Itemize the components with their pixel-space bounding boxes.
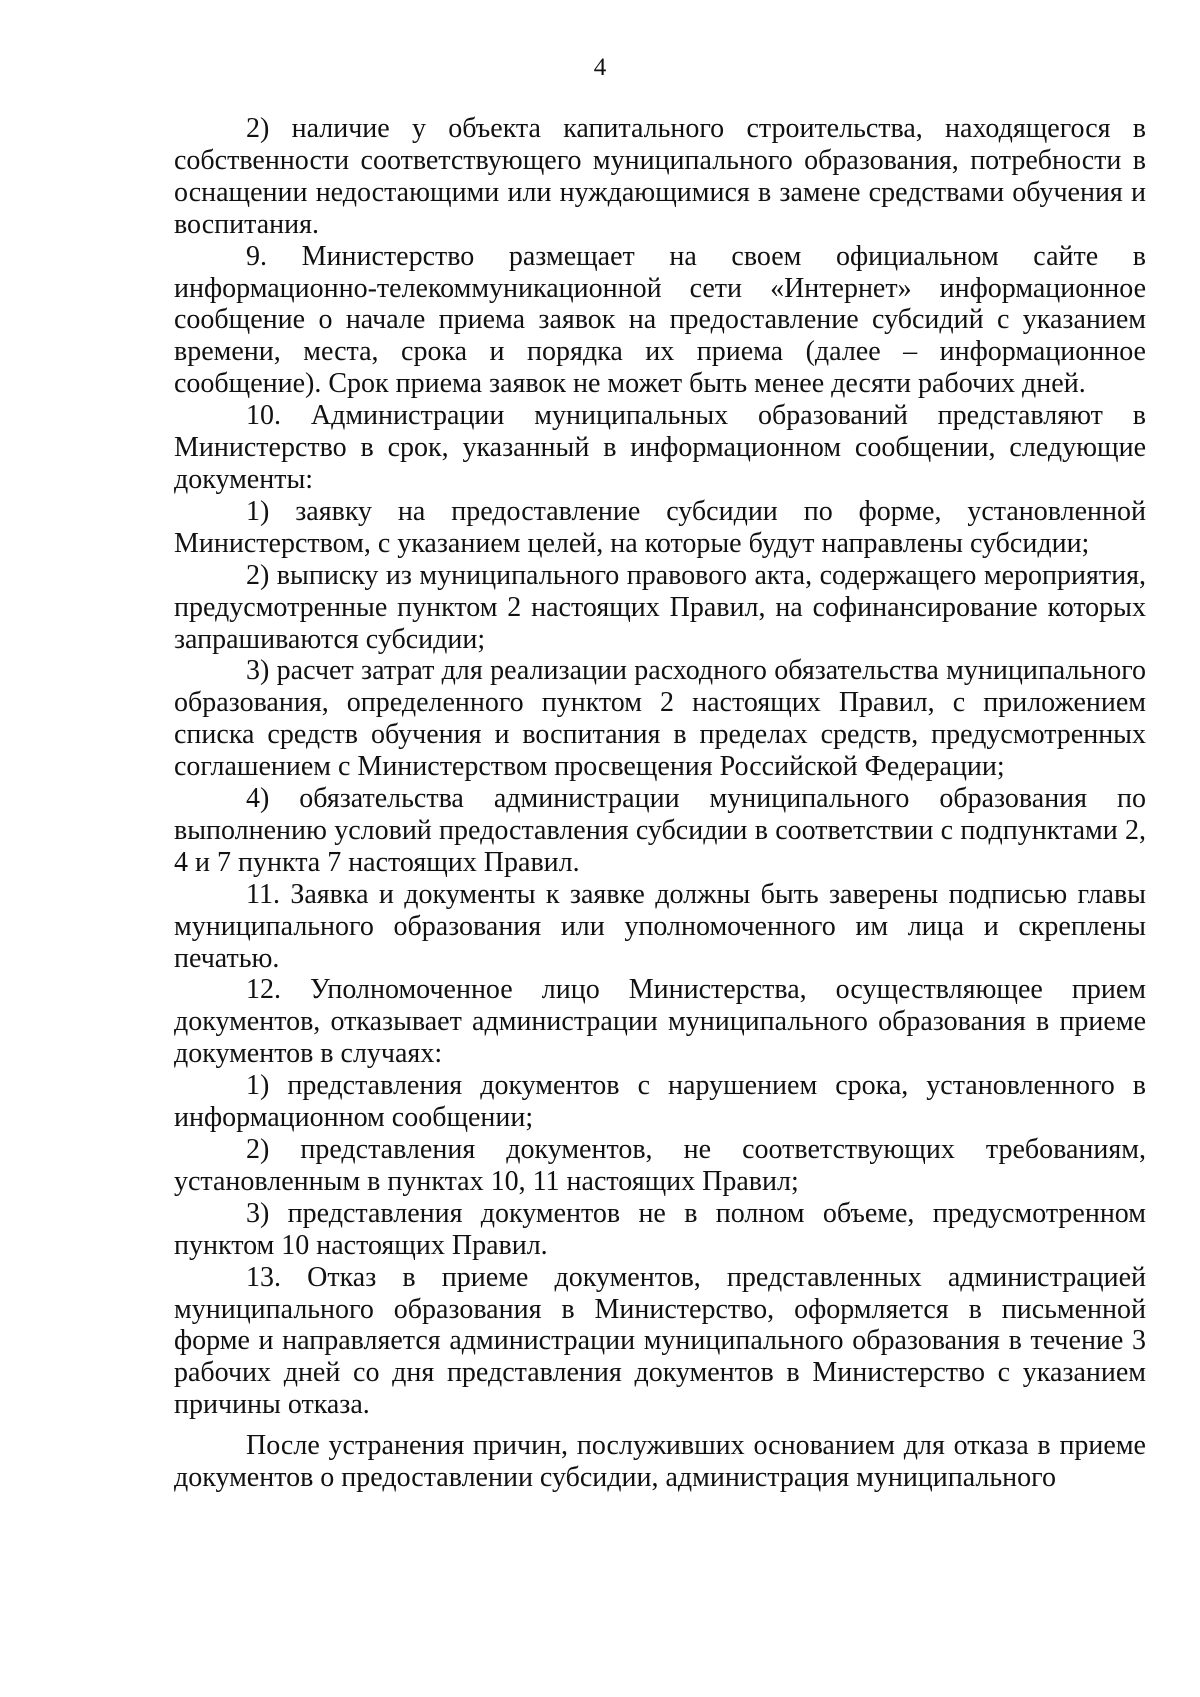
paragraph-8-2: 2) наличие у объекта капитального строительства, находящегося в собственности соответствующего муниципального образования, потребности в оснащении недостающими или нуждающимися в замене средствами обучения и воспитания. <box>174 113 1146 240</box>
paragraph-12-2: 2) представления документов, не соответствующих требованиям, установленным в пунктах 10, 11 настоящих Правил; <box>174 1134 1146 1197</box>
paragraph-13: 13. Отказ в приеме документов, представленных администрацией муниципального образования в Министерство, оформляется в письменной форме и направляется администрации муниципального образования в течение 3 рабочих дней со дня представления документов в Министерство с указанием причины отказа. <box>174 1261 1146 1421</box>
paragraph-12-1: 1) представления документов с нарушением срока, установленного в информационном сообщении; <box>174 1070 1146 1134</box>
paragraph-12: 12. Уполномоченное лицо Министерства, осуществляющее прием документов, отказывает администрации муниципального образования в приеме документов в случаях: <box>174 974 1146 1070</box>
paragraph-10-2: 2) выписку из муниципального правового акта, содержащего мероприятия, предусмотренные пунктом 2 настоящих Правил, на софинансирование которых запрашиваются субсидии; <box>174 559 1146 655</box>
document-body <box>174 113 1146 1494</box>
paragraph-10-4: 4) обязательства администрации муниципального образования по выполнению условий предоставления субсидии в соответствии с подпунктами 2, 4 и 7 пункта 7 настоящих Правил. <box>174 783 1146 878</box>
page-number: 4 <box>593 54 607 81</box>
paragraph-10-3: 3) расчет затрат для реализации расходного обязательства муниципального образования, определенного пунктом 2 настоящих Правил, с приложением списка средств обучения и воспитания в пределах средств, предусмотренных соглашением с Министерством просвещения Российской Федерации; <box>174 655 1146 783</box>
paragraph-10-1: 1) заявку на предоставление субсидии по форме, установленной Министерством, с указанием целей, на которые будут направлены субсидии; <box>174 495 1146 559</box>
paragraph-11: 11. Заявка и документы к заявке должны быть заверены подписью главы муниципального образования или уполномоченного им лица и скреплены печатью. <box>174 878 1146 974</box>
paragraph-10: 10. Администрации муниципальных образований представляют в Министерство в срок, указанный в информационном сообщении, следующие документы: <box>174 400 1146 495</box>
paragraph-13-continuation: После устранения причин, послуживших основанием для отказа в приеме документов о предоставлении субсидии, администрация муниципального <box>174 1430 1146 1494</box>
paragraph-12-3: 3) представления документов не в полном объеме, предусмотренном пунктом 10 настоящих Правил. <box>174 1197 1146 1261</box>
paragraph-9: 9. Министерство размещает на своем официальном сайте в информационно-телекоммуникационной сети «Интернет» информационное сообщение о начале приема заявок на предоставление субсидий с указанием времени, места, срока и порядка их приема (далее – информационное сообщение). Срок приема заявок не может быть менее десяти рабочих дней. <box>174 240 1146 400</box>
